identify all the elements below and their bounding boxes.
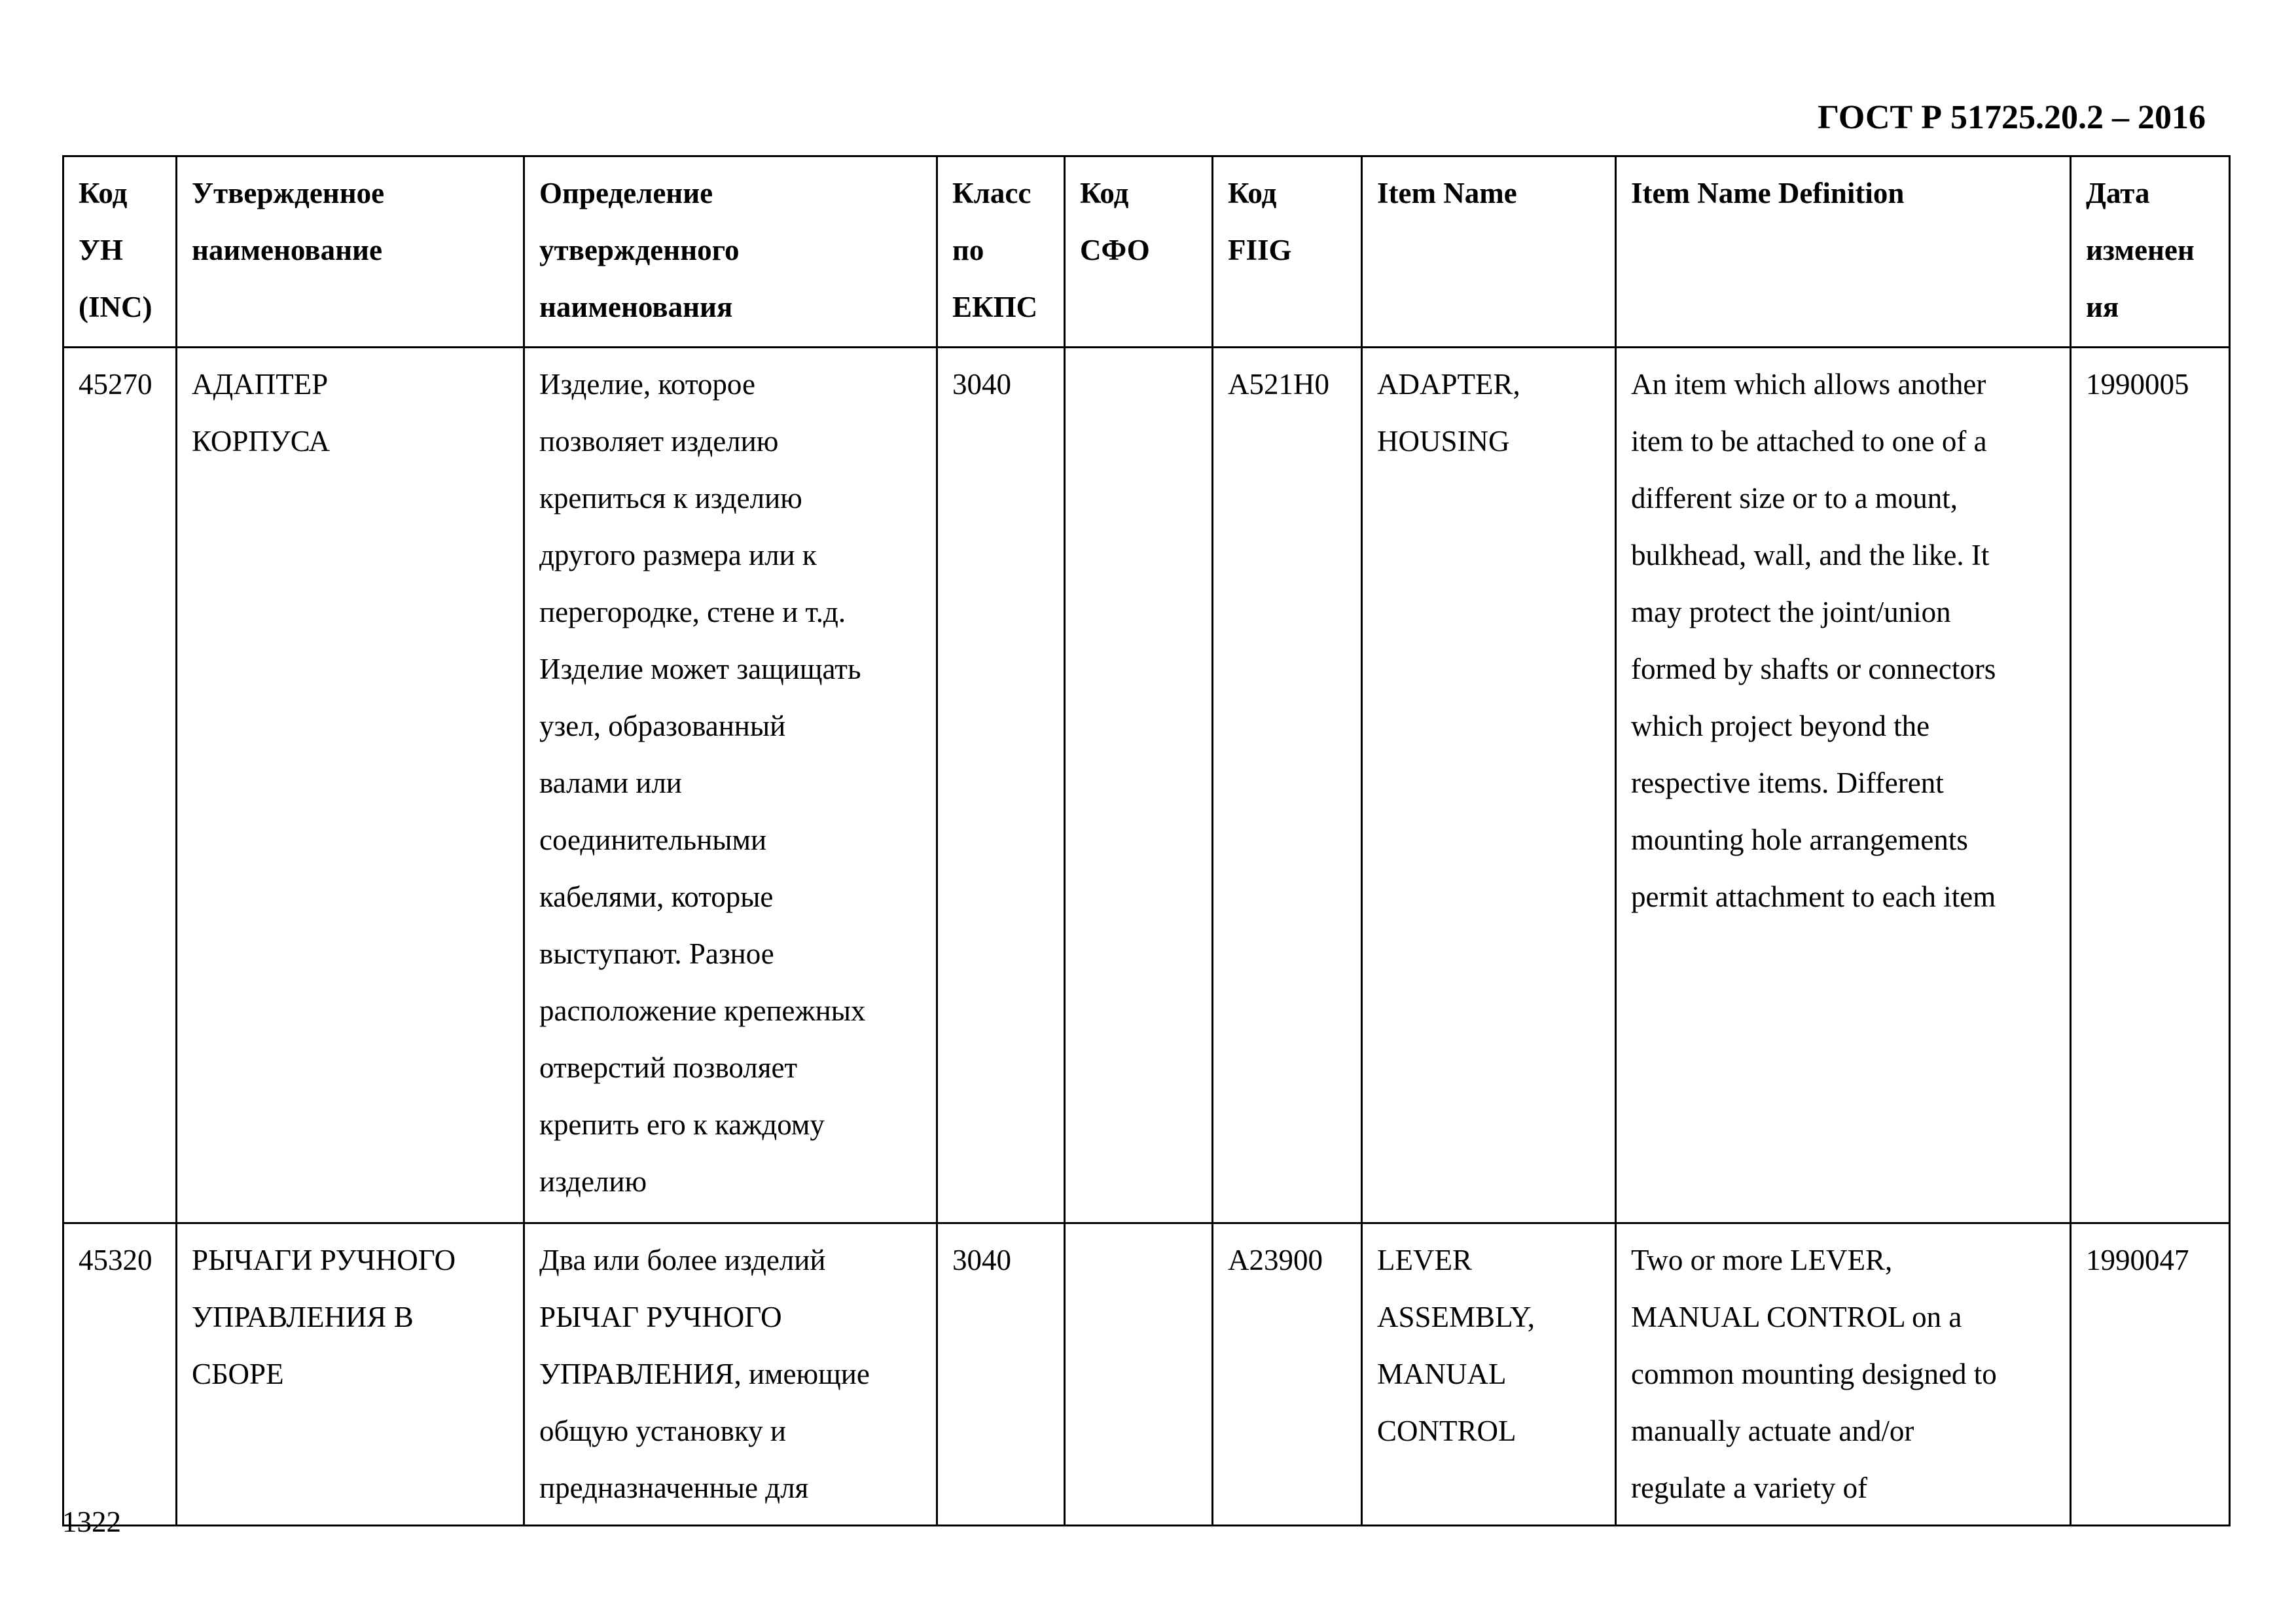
column-header-sfo-code: Код СФО xyxy=(1065,156,1213,348)
cell-fiig-code: A521H0 xyxy=(1213,348,1362,1223)
column-header-definition: Определение утвержденного наименования xyxy=(524,156,937,348)
cell-date-changed: 1990005 xyxy=(2071,348,2230,1223)
table-row xyxy=(63,348,2230,1223)
cell-item-name: LEVER ASSEMBLY, MANUAL CONTROL xyxy=(1362,1223,1616,1526)
cell-fiig-code: A23900 xyxy=(1213,1223,1362,1526)
cell-approved-name: РЫЧАГИ РУЧНОГО УПРАВЛЕНИЯ В СБОРЕ xyxy=(177,1223,524,1526)
cell-date-changed: 1990047 xyxy=(2071,1223,2230,1526)
cell-definition: Изделие, которое позволяет изделию крепиться к изделию другого размера или к перегородке, стене и т.д. Изделие может защищать узел, образованный валами или соединительными кабелями, которые выступают. Разное расположение крепежных отверстий позволяет крепить его к каждому изделию xyxy=(524,348,937,1223)
cell-item-name: ADAPTER, HOUSING xyxy=(1362,348,1616,1223)
cell-item-name-definition: Two or more LEVER, MANUAL CONTROL on a common mounting designed to manually actuate and/or regulate a variety of xyxy=(1616,1223,2071,1526)
table-header-row xyxy=(63,156,2230,348)
document-standard-code: ГОСТ Р 51725.20.2 – 2016 xyxy=(1818,99,2206,136)
cell-inc: 45270 xyxy=(63,348,177,1223)
nomenclature-table xyxy=(62,155,2231,1526)
cell-item-name-definition: An item which allows another item to be attached to one of a different size or to a mount, bulkhead, wall, and the like. It may protect the joint/union formed by shafts or connectors which project beyond the respective items. Different mounting hole arrangements permit attachment to each item xyxy=(1616,348,2071,1223)
cell-inc: 45320 xyxy=(63,1223,177,1526)
column-header-item-name-definition: Item Name Definition xyxy=(1616,156,2071,348)
cell-approved-name: АДАПТЕР КОРПУСА xyxy=(177,348,524,1223)
cell-sfo-code xyxy=(1065,348,1213,1223)
column-header-fiig-code: Код FIIG xyxy=(1213,156,1362,348)
column-header-approved-name: Утвержденное наименование xyxy=(177,156,524,348)
column-header-class: Класс по ЕКПС xyxy=(937,156,1065,348)
table-row xyxy=(63,1223,2230,1526)
column-header-inc: Код УН (INC) xyxy=(63,156,177,348)
column-header-item-name: Item Name xyxy=(1362,156,1616,348)
page-number: 1322 xyxy=(62,1506,121,1538)
column-header-date-changed: Дата изменен ия xyxy=(2071,156,2230,348)
cell-class: 3040 xyxy=(937,1223,1065,1526)
cell-definition: Два или более изделий РЫЧАГ РУЧНОГО УПРАВЛЕНИЯ, имеющие общую установку и предназначенные для xyxy=(524,1223,937,1526)
cell-sfo-code xyxy=(1065,1223,1213,1526)
cell-class: 3040 xyxy=(937,348,1065,1223)
